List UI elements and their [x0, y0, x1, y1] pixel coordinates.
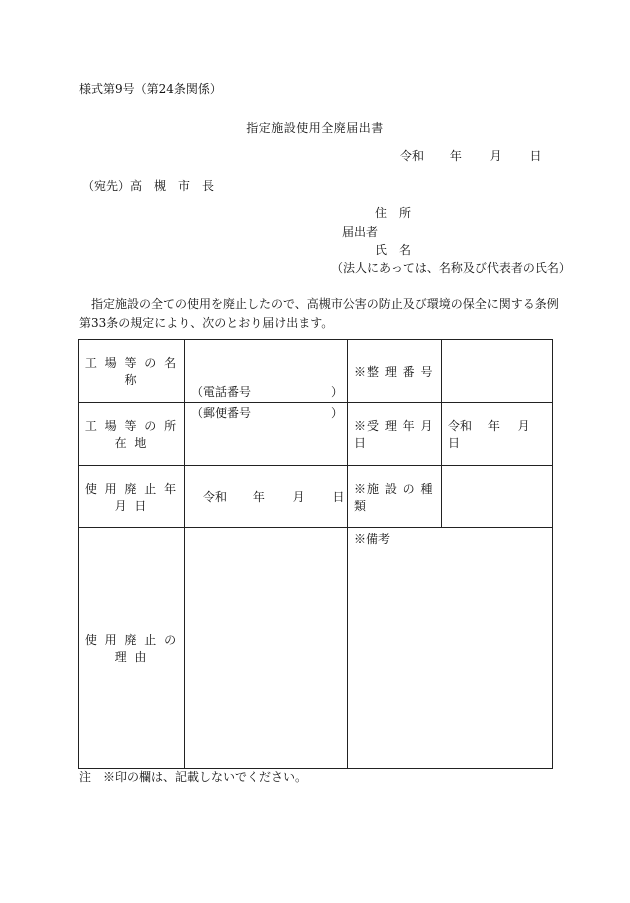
receipt-date-field[interactable] — [442, 403, 553, 466]
body-text — [79, 295, 559, 333]
postal-code-label — [191, 404, 343, 421]
notifier-address-label: 住 所 — [375, 206, 412, 220]
notifier-name-label: 氏 名 — [375, 243, 412, 257]
ref-number-label: ※整 理 番 号 — [348, 340, 442, 403]
date-era: 令和 — [400, 149, 425, 163]
receipt-date-label: ※受 理 年 月 日 — [348, 403, 442, 466]
notifier-label: 届出者 — [342, 225, 379, 239]
abolish-date-year: 年 — [252, 490, 265, 504]
form-number: 様式第9号（第24条関係） — [79, 82, 222, 96]
abolish-date-label: 使 用 廃 止 年 月 日 — [79, 466, 185, 528]
facility-type-field[interactable] — [442, 466, 553, 528]
postal-code-text: （郵便番号 — [191, 406, 252, 420]
phone-number-text: （電話番号 — [191, 385, 252, 399]
phone-number-label — [191, 383, 343, 400]
receipt-date-day: 日 — [448, 436, 461, 450]
receipt-date-month: 月 — [517, 419, 530, 433]
facility-type-label: ※施 設 の 種 類 — [348, 466, 442, 528]
notification-table — [78, 339, 553, 769]
receipt-date-era: 令和 — [448, 419, 473, 433]
corporation-note: （法人にあっては、名称及び代表者の氏名） — [331, 261, 571, 275]
factory-location-field[interactable] — [185, 403, 348, 466]
remarks-label: ※備考 — [354, 532, 391, 546]
abolish-date-month: 月 — [292, 490, 305, 504]
factory-name-label: 工 場 等 の 名 称 — [79, 340, 185, 403]
body-text-line: 指定施設の全ての使用を廃止したので、高槻市公害の防止及び環境の保全に関する条例 — [91, 297, 559, 311]
abolish-date-day: 日 — [332, 490, 345, 504]
factory-name-field[interactable] — [185, 340, 348, 403]
abolish-reason-label: 使 用 廃 止 の 理 由 — [79, 528, 185, 769]
factory-location-label: 工 場 等 の 所 在 地 — [79, 403, 185, 466]
addressee: （宛先）高 槻 市 長 — [82, 179, 215, 193]
abolish-date-field[interactable] — [185, 466, 348, 528]
remarks-field[interactable] — [348, 528, 553, 769]
abolish-reason-field[interactable] — [185, 528, 348, 769]
body-text-line: 第33条の規定により、次のとおり届け出ます。 — [79, 316, 334, 330]
postal-code-close: ） — [330, 406, 343, 420]
footnote: 注 ※印の欄は、記載しないでください。 — [79, 770, 308, 784]
submission-date — [400, 147, 542, 164]
receipt-date-year: 年 — [487, 419, 500, 433]
document-title: 指定施設使用全廃届出書 — [246, 121, 384, 135]
phone-number-close: ） — [330, 385, 343, 399]
ref-number-field[interactable] — [442, 340, 553, 403]
date-day: 日 — [529, 149, 542, 163]
abolish-date-era: 令和 — [203, 490, 228, 504]
date-month: 月 — [489, 149, 502, 163]
date-year: 年 — [449, 149, 462, 163]
